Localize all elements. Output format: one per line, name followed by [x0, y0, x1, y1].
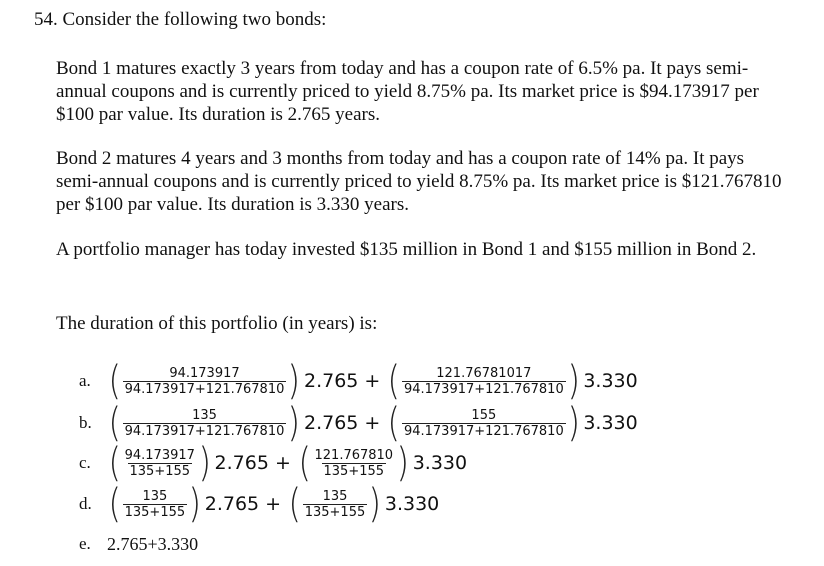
denominator: 94.173917+121.767810 [124, 423, 285, 439]
weight-term: 2.765 + [303, 370, 381, 392]
question-prompt: The duration of this portfolio (in years) is: [56, 313, 378, 334]
fraction-term-1: ( $\frac{94.173917}{135+155}$ ) [108, 440, 211, 486]
fraction-term-2: ( $\frac{121.767810}{135+155}$ ) [298, 440, 410, 486]
fraction-term-1: ( $\frac{94.173917}{94.173917+121.767810}$ ) [108, 358, 301, 404]
numerator: 121.767810 [314, 447, 394, 463]
weight-term: 3.330 [583, 412, 638, 434]
numerator: 135 [142, 488, 168, 504]
denominator: 135+155 [129, 463, 191, 479]
fraction-term-2: ( $\frac{155}{94.173917+121.767810}$ ) [387, 400, 580, 446]
bond1-description: Bond 1 matures exactly 3 years from today and has a coupon rate of 6.5% pa. It pays semi-annual coupons and is currently priced to yield 8.75% pa. Its market price is $94.173917 per $100 par value. Its duration is 2.765 years. [56, 58, 759, 125]
fraction-term-1: ( $\frac{135}{135+155}$ ) [108, 481, 202, 527]
option-letter: a. [79, 371, 91, 390]
denominator: 135+155 [304, 504, 366, 520]
fraction-term-1: ( $\frac{135}{94.173917+121.767810}$ ) [108, 400, 301, 446]
numerator: 121.76781017 [436, 365, 532, 381]
question-title: 54. Consider the following two bonds: [34, 9, 327, 30]
numerator: 135 [322, 488, 348, 504]
option-letter: e. [79, 534, 91, 553]
numerator: 94.173917 [124, 447, 195, 463]
option-d[interactable] [79, 481, 443, 527]
weight-term: 2.765 + [303, 412, 381, 434]
option-letter: b. [79, 413, 92, 432]
fraction-term-2: ( $\frac{135}{135+155}$ ) [288, 481, 382, 527]
numerator: 155 [471, 407, 497, 423]
weight-term: 2.765 + [204, 493, 282, 515]
option-letter: d. [79, 494, 92, 513]
bond2-description: Bond 2 matures 4 years and 3 months from today and has a coupon rate of 14% pa. It pays semi-annual coupons and is currently priced to yield 8.75% pa. Its market price is $121.767810 per $100 par value. Its duration is 3.330 years. [56, 148, 782, 215]
denominator: 135+155 [323, 463, 385, 479]
option-b[interactable] [79, 400, 642, 446]
fraction-term-2: ( $\frac{121.76781017}{94.173917+121.767810}$ ) [387, 358, 580, 404]
option-e[interactable] [79, 524, 198, 564]
option-a[interactable] [79, 358, 642, 404]
option-text: 2.765+3.330 [107, 533, 199, 554]
weight-term: 3.330 [412, 452, 468, 474]
denominator: 94.173917+121.767810 [403, 423, 564, 439]
denominator: 135+155 [124, 504, 186, 520]
option-c[interactable] [79, 440, 471, 486]
weight-term: 3.330 [583, 370, 638, 392]
option-letter: c. [79, 453, 91, 472]
numerator: 94.173917 [169, 365, 240, 381]
weight-term: 2.765 + [214, 452, 291, 474]
denominator: 94.173917+121.767810 [403, 381, 564, 397]
denominator: 94.173917+121.767810 [124, 381, 285, 397]
portfolio-description: A portfolio manager has today invested $135 million in Bond 1 and $155 million in Bond 2. [56, 239, 757, 260]
numerator: 135 [192, 407, 217, 423]
weight-term: 3.330 [384, 493, 440, 515]
